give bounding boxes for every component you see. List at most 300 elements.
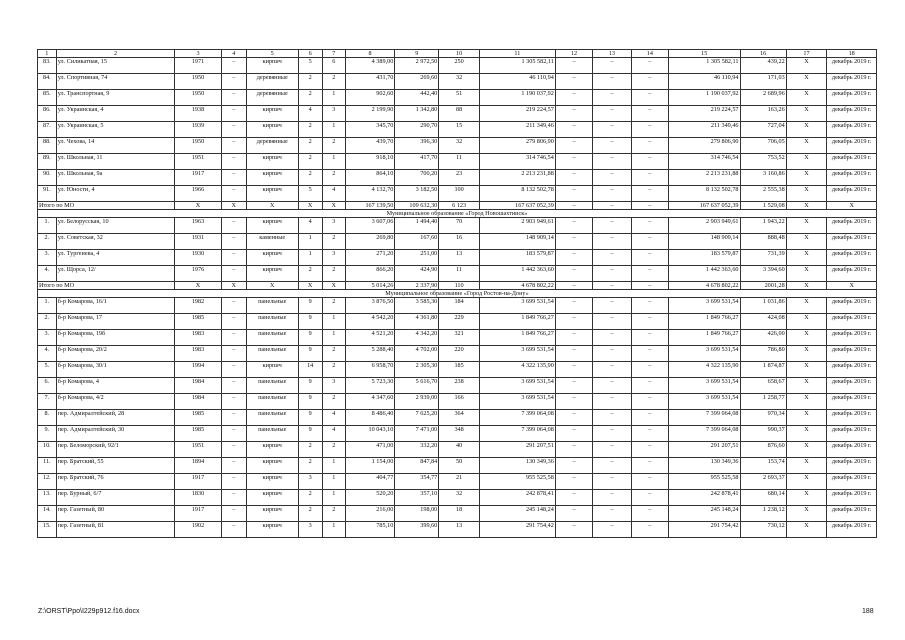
table-row: [38, 458, 877, 474]
table-cell: 1985: [175, 314, 221, 330]
table-cell: 16: [439, 234, 480, 250]
table-cell: 2 689,96: [740, 90, 786, 106]
table-cell: –: [593, 394, 631, 410]
table-cell: X: [786, 74, 827, 90]
table-cell: –: [631, 154, 668, 170]
table-cell: 1: [322, 122, 345, 138]
table-cell: –: [555, 362, 592, 378]
table-cell: –: [555, 170, 592, 186]
table-cell: –: [221, 522, 246, 538]
table-cell: 9: [298, 378, 322, 394]
table-cell: 245 148,24: [669, 506, 740, 522]
table-cell: –: [593, 410, 631, 426]
table-cell: декабрь 2019 г.: [827, 314, 877, 330]
table-cell: –: [555, 506, 592, 522]
table-cell: декабрь 2019 г.: [827, 330, 877, 346]
table-cell: –: [593, 362, 631, 378]
table-cell: 2: [322, 138, 345, 154]
table-row: [38, 58, 877, 74]
table-cell: 520,20: [345, 490, 394, 506]
table-cell: 3: [322, 378, 345, 394]
table-cell: 251,00: [395, 250, 439, 266]
table-cell: 1894: [175, 458, 221, 474]
table-cell: кирпич: [246, 250, 298, 266]
table-cell: панельные: [246, 314, 298, 330]
table-cell: –: [555, 330, 592, 346]
total-cell: –: [593, 282, 631, 290]
table-cell: –: [631, 170, 668, 186]
total-cell: 6 123: [439, 202, 480, 210]
table-cell: кирпич: [246, 490, 298, 506]
table-cell: –: [593, 298, 631, 314]
table-cell: –: [555, 154, 592, 170]
table-cell: 1 342,80: [395, 106, 439, 122]
table-cell: –: [221, 426, 246, 442]
table-cell: 4 132,70: [345, 186, 394, 202]
table-cell: 866,20: [345, 266, 394, 282]
table-cell: 1902: [175, 522, 221, 538]
table-cell: 3: [322, 106, 345, 122]
table-cell: –: [555, 234, 592, 250]
table-cell: 1 238,12: [740, 506, 786, 522]
table-cell: кирпич: [246, 218, 298, 234]
table-cell: 40: [439, 442, 480, 458]
table-cell: 2.: [38, 314, 57, 330]
table-cell: 271,20: [345, 250, 394, 266]
table-cell: декабрь 2019 г.: [827, 346, 877, 362]
table-cell: 148 909,14: [669, 234, 740, 250]
table-cell: 9: [298, 394, 322, 410]
table-row: [38, 378, 877, 394]
table-cell: 4 521,20: [345, 330, 394, 346]
table-cell: 3 699 531,54: [669, 298, 740, 314]
table-cell: –: [631, 506, 668, 522]
table-row: [38, 250, 877, 266]
table-cell: 32: [439, 74, 480, 90]
table-cell: декабрь 2019 г.: [827, 442, 877, 458]
table-cell: 1963: [175, 218, 221, 234]
table-cell: декабрь 2019 г.: [827, 298, 877, 314]
table-cell: декабрь 2019 г.: [827, 122, 877, 138]
table-row: [38, 266, 877, 282]
table-cell: –: [221, 362, 246, 378]
table-cell: 242 878,41: [479, 490, 555, 506]
table-cell: –: [221, 218, 246, 234]
table-cell: 130 349,36: [479, 458, 555, 474]
table-cell: ул. Чехова, 14: [56, 138, 175, 154]
table-cell: декабрь 2019 г.: [827, 138, 877, 154]
table-row: [38, 442, 877, 458]
table-cell: –: [631, 378, 668, 394]
table-cell: 1939: [175, 122, 221, 138]
table-cell: 2: [298, 122, 322, 138]
table-cell: деревянные: [246, 138, 298, 154]
table-cell: 3 160,86: [740, 170, 786, 186]
table-cell: 8.: [38, 410, 57, 426]
table-cell: 167,60: [395, 234, 439, 250]
total-cell: X: [827, 282, 877, 290]
footer-file-path: Z:\ORST\Ppo\I229p912.f16.docx: [38, 608, 140, 615]
table-cell: –: [555, 138, 592, 154]
total-cell: –: [593, 202, 631, 210]
table-cell: 970,34: [740, 410, 786, 426]
table-cell: 216,00: [345, 506, 394, 522]
data-table-sheet: [37, 49, 877, 538]
column-number: 11: [479, 50, 555, 58]
table-cell: –: [221, 266, 246, 282]
table-cell: 1.: [38, 298, 57, 314]
table-cell: 91.: [38, 186, 57, 202]
table-cell: декабрь 2019 г.: [827, 506, 877, 522]
table-cell: 3: [322, 250, 345, 266]
table-cell: ул. Школьная, 9а: [56, 170, 175, 186]
table-cell: –: [221, 154, 246, 170]
table-cell: 3.: [38, 330, 57, 346]
table-cell: 4 347,60: [345, 394, 394, 410]
column-number: 7: [322, 50, 345, 58]
table-cell: 15: [439, 122, 480, 138]
table-cell: 1917: [175, 170, 221, 186]
total-row: [38, 202, 877, 210]
table-cell: 864,10: [345, 170, 394, 186]
table-cell: 321: [439, 330, 480, 346]
table-cell: 354,77: [395, 474, 439, 490]
column-number: 4: [221, 50, 246, 58]
table-cell: 3 182,50: [395, 186, 439, 202]
table-cell: –: [593, 522, 631, 538]
table-cell: –: [555, 458, 592, 474]
table-cell: 183 579,87: [479, 250, 555, 266]
table-cell: –: [555, 442, 592, 458]
table-cell: –: [555, 298, 592, 314]
table-cell: 424,90: [395, 266, 439, 282]
table-cell: –: [593, 218, 631, 234]
table-cell: 183 579,87: [669, 250, 740, 266]
table-cell: –: [221, 250, 246, 266]
table-cell: –: [221, 138, 246, 154]
table-cell: 290,70: [395, 122, 439, 138]
table-cell: ул. Украинская, 4: [56, 106, 175, 122]
table-cell: –: [221, 458, 246, 474]
table-row: [38, 170, 877, 186]
section-title: Муниципальное образование «Город Новошахтинск»: [38, 210, 877, 218]
table-cell: –: [593, 506, 631, 522]
table-cell: X: [786, 506, 827, 522]
table-cell: 1 031,86: [740, 298, 786, 314]
table-cell: X: [786, 186, 827, 202]
table-cell: –: [221, 442, 246, 458]
table-cell: 2: [322, 394, 345, 410]
table-cell: –: [631, 218, 668, 234]
table-cell: 279 806,90: [669, 138, 740, 154]
column-number: 3: [175, 50, 221, 58]
table-cell: X: [786, 234, 827, 250]
table-cell: 1 849 766,27: [479, 330, 555, 346]
table-cell: –: [631, 490, 668, 506]
table-cell: панельные: [246, 378, 298, 394]
table-cell: 5 616,70: [395, 378, 439, 394]
table-cell: 11: [439, 154, 480, 170]
table-cell: 23: [439, 170, 480, 186]
table-cell: каменные: [246, 234, 298, 250]
table-cell: 269,60: [395, 74, 439, 90]
table-cell: 9.: [38, 426, 57, 442]
table-cell: 314 746,54: [669, 154, 740, 170]
table-cell: 86.: [38, 106, 57, 122]
table-cell: 2: [298, 266, 322, 282]
table-cell: 442,40: [395, 90, 439, 106]
table-cell: –: [555, 410, 592, 426]
table-cell: кирпич: [246, 458, 298, 474]
table-cell: декабрь 2019 г.: [827, 394, 877, 410]
table-cell: –: [593, 490, 631, 506]
total-label: Итого по МО: [38, 282, 175, 290]
table-cell: пер. Беломорский, 92/1: [56, 442, 175, 458]
table-cell: декабрь 2019 г.: [827, 218, 877, 234]
table-cell: 1: [322, 458, 345, 474]
table-cell: пер. Газетный, 81: [56, 522, 175, 538]
table-cell: 1984: [175, 378, 221, 394]
table-cell: ул. Щорса, 12/: [56, 266, 175, 282]
table-cell: 1: [322, 330, 345, 346]
table-cell: 1950: [175, 90, 221, 106]
table-cell: 2: [298, 138, 322, 154]
table-cell: 7 399 064,08: [479, 410, 555, 426]
table-cell: 4: [298, 218, 322, 234]
table-cell: 3 607,06: [345, 218, 394, 234]
table-cell: –: [631, 330, 668, 346]
table-cell: –: [221, 90, 246, 106]
column-number: 15: [669, 50, 740, 58]
table-cell: деревянные: [246, 90, 298, 106]
table-cell: ул. Тургенева, 4: [56, 250, 175, 266]
table-cell: 1917: [175, 474, 221, 490]
table-cell: –: [593, 346, 631, 362]
table-cell: –: [555, 266, 592, 282]
table-cell: 171,03: [740, 74, 786, 90]
table-cell: ул. Украинская, 5: [56, 122, 175, 138]
table-row: [38, 490, 877, 506]
table-cell: 918,10: [345, 154, 394, 170]
table-cell: 1 442 363,60: [479, 266, 555, 282]
table-cell: 1 305 582,11: [479, 58, 555, 74]
table-cell: 32: [439, 490, 480, 506]
total-cell: X: [322, 282, 345, 290]
table-cell: –: [555, 522, 592, 538]
table-row: [38, 122, 877, 138]
table-cell: 6 958,70: [345, 362, 394, 378]
column-number: 10: [439, 50, 480, 58]
table-cell: ул. Юности, 4: [56, 186, 175, 202]
table-cell: декабрь 2019 г.: [827, 410, 877, 426]
table-cell: –: [555, 346, 592, 362]
table-cell: 88.: [38, 138, 57, 154]
total-cell: 4 678 802,22: [669, 282, 740, 290]
table-cell: –: [555, 90, 592, 106]
table-cell: 198,00: [395, 506, 439, 522]
table-cell: 4 322 135,90: [479, 362, 555, 378]
table-cell: 3 699 531,54: [479, 298, 555, 314]
table-cell: 902,60: [345, 90, 394, 106]
table-cell: 730,12: [740, 522, 786, 538]
table-cell: 3: [298, 474, 322, 490]
table-cell: 291 207,51: [669, 442, 740, 458]
table-cell: 1 874,87: [740, 362, 786, 378]
table-cell: –: [221, 298, 246, 314]
total-cell: 5 014,26: [345, 282, 394, 290]
table-cell: X: [786, 442, 827, 458]
table-cell: 14.: [38, 506, 57, 522]
total-cell: X: [786, 202, 827, 210]
table-cell: панельные: [246, 426, 298, 442]
column-number: 13: [593, 50, 631, 58]
table-cell: 15.: [38, 522, 57, 538]
table-cell: 2 555,38: [740, 186, 786, 202]
table-cell: 1985: [175, 410, 221, 426]
table-cell: –: [593, 234, 631, 250]
table-cell: 706,05: [740, 138, 786, 154]
table-cell: кирпич: [246, 362, 298, 378]
table-cell: –: [593, 442, 631, 458]
table-cell: 1: [322, 314, 345, 330]
table-cell: –: [593, 314, 631, 330]
table-cell: 357,10: [395, 490, 439, 506]
table-cell: X: [786, 106, 827, 122]
table-cell: 396,30: [395, 138, 439, 154]
table-cell: 2: [298, 506, 322, 522]
table-cell: 955 525,58: [479, 474, 555, 490]
table-cell: пер. Братский, 76: [56, 474, 175, 490]
total-cell: X: [221, 282, 246, 290]
table-cell: 1984: [175, 394, 221, 410]
table-cell: –: [221, 346, 246, 362]
table-cell: –: [555, 314, 592, 330]
table-cell: X: [786, 458, 827, 474]
table-cell: ул. Школьная, 11: [56, 154, 175, 170]
table-cell: 3 699 531,54: [479, 346, 555, 362]
table-cell: 2: [322, 442, 345, 458]
column-number: 5: [246, 50, 298, 58]
table-cell: –: [631, 90, 668, 106]
table-cell: –: [593, 90, 631, 106]
table-cell: 14: [298, 362, 322, 378]
table-cell: –: [593, 74, 631, 90]
table-row: [38, 106, 877, 122]
table-cell: 314 746,54: [479, 154, 555, 170]
table-cell: –: [631, 122, 668, 138]
table-cell: 46 110,94: [669, 74, 740, 90]
table-cell: –: [555, 58, 592, 74]
table-cell: 2: [298, 490, 322, 506]
table-cell: 2 939,00: [395, 394, 439, 410]
table-cell: 13: [439, 250, 480, 266]
table-cell: 364: [439, 410, 480, 426]
table-cell: –: [555, 378, 592, 394]
table-cell: X: [786, 170, 827, 186]
table-cell: X: [786, 58, 827, 74]
table-cell: –: [593, 474, 631, 490]
table-cell: 348: [439, 426, 480, 442]
table-row: [38, 506, 877, 522]
table-cell: 2: [322, 506, 345, 522]
table-cell: 786,80: [740, 346, 786, 362]
table-cell: 1: [322, 474, 345, 490]
table-cell: 9: [298, 298, 322, 314]
table-row: [38, 234, 877, 250]
table-cell: 471,00: [345, 442, 394, 458]
total-cell: X: [322, 202, 345, 210]
table-cell: –: [555, 106, 592, 122]
table-cell: б-р Комарова, 16/1: [56, 298, 175, 314]
table-cell: X: [786, 298, 827, 314]
table-cell: 3 394,60: [740, 266, 786, 282]
table-row: [38, 154, 877, 170]
table-cell: –: [631, 138, 668, 154]
table-cell: 888,48: [740, 234, 786, 250]
table-cell: 1: [298, 250, 322, 266]
table-cell: декабрь 2019 г.: [827, 58, 877, 74]
table-cell: 1830: [175, 490, 221, 506]
table-cell: 1982: [175, 298, 221, 314]
table-cell: 1: [322, 490, 345, 506]
table-row: [38, 330, 877, 346]
table-cell: кирпич: [246, 506, 298, 522]
table-cell: 130 349,36: [669, 458, 740, 474]
table-cell: декабрь 2019 г.: [827, 234, 877, 250]
table-cell: 1930: [175, 250, 221, 266]
table-cell: –: [221, 74, 246, 90]
table-cell: 1994: [175, 362, 221, 378]
table-cell: –: [555, 218, 592, 234]
column-number: 2: [56, 50, 175, 58]
total-cell: 110: [439, 282, 480, 290]
total-row: [38, 282, 877, 290]
table-cell: 1938: [175, 106, 221, 122]
column-number: 8: [345, 50, 394, 58]
table-cell: 4 702,00: [395, 346, 439, 362]
table-cell: 1 190 037,92: [479, 90, 555, 106]
table-cell: 1 258,77: [740, 394, 786, 410]
table-cell: 3 699 531,54: [669, 378, 740, 394]
table-cell: 2: [298, 458, 322, 474]
total-cell: X: [175, 282, 221, 290]
total-cell: –: [555, 202, 592, 210]
total-cell: 2001,28: [740, 282, 786, 290]
table-cell: 2: [322, 234, 345, 250]
table-cell: –: [631, 106, 668, 122]
table-cell: 424,08: [740, 314, 786, 330]
table-cell: панельные: [246, 346, 298, 362]
table-cell: 1 154,00: [345, 458, 394, 474]
table-cell: 10 043,10: [345, 426, 394, 442]
total-cell: 109 632,30: [395, 202, 439, 210]
table-cell: 404,77: [345, 474, 394, 490]
table-cell: 245 148,24: [479, 506, 555, 522]
table-cell: –: [555, 490, 592, 506]
total-cell: 2 337,90: [395, 282, 439, 290]
total-cell: X: [246, 202, 298, 210]
table-cell: –: [631, 442, 668, 458]
table-cell: ул. Спортивная, 74: [56, 74, 175, 90]
table-cell: 85.: [38, 90, 57, 106]
table-cell: пер. Бурный, 6/7: [56, 490, 175, 506]
housing-table: [37, 49, 877, 538]
table-cell: б-р Комарова, 17: [56, 314, 175, 330]
table-cell: 4 322 135,90: [669, 362, 740, 378]
table-cell: 399,60: [395, 522, 439, 538]
table-cell: 46 110,94: [479, 74, 555, 90]
column-number: 9: [395, 50, 439, 58]
